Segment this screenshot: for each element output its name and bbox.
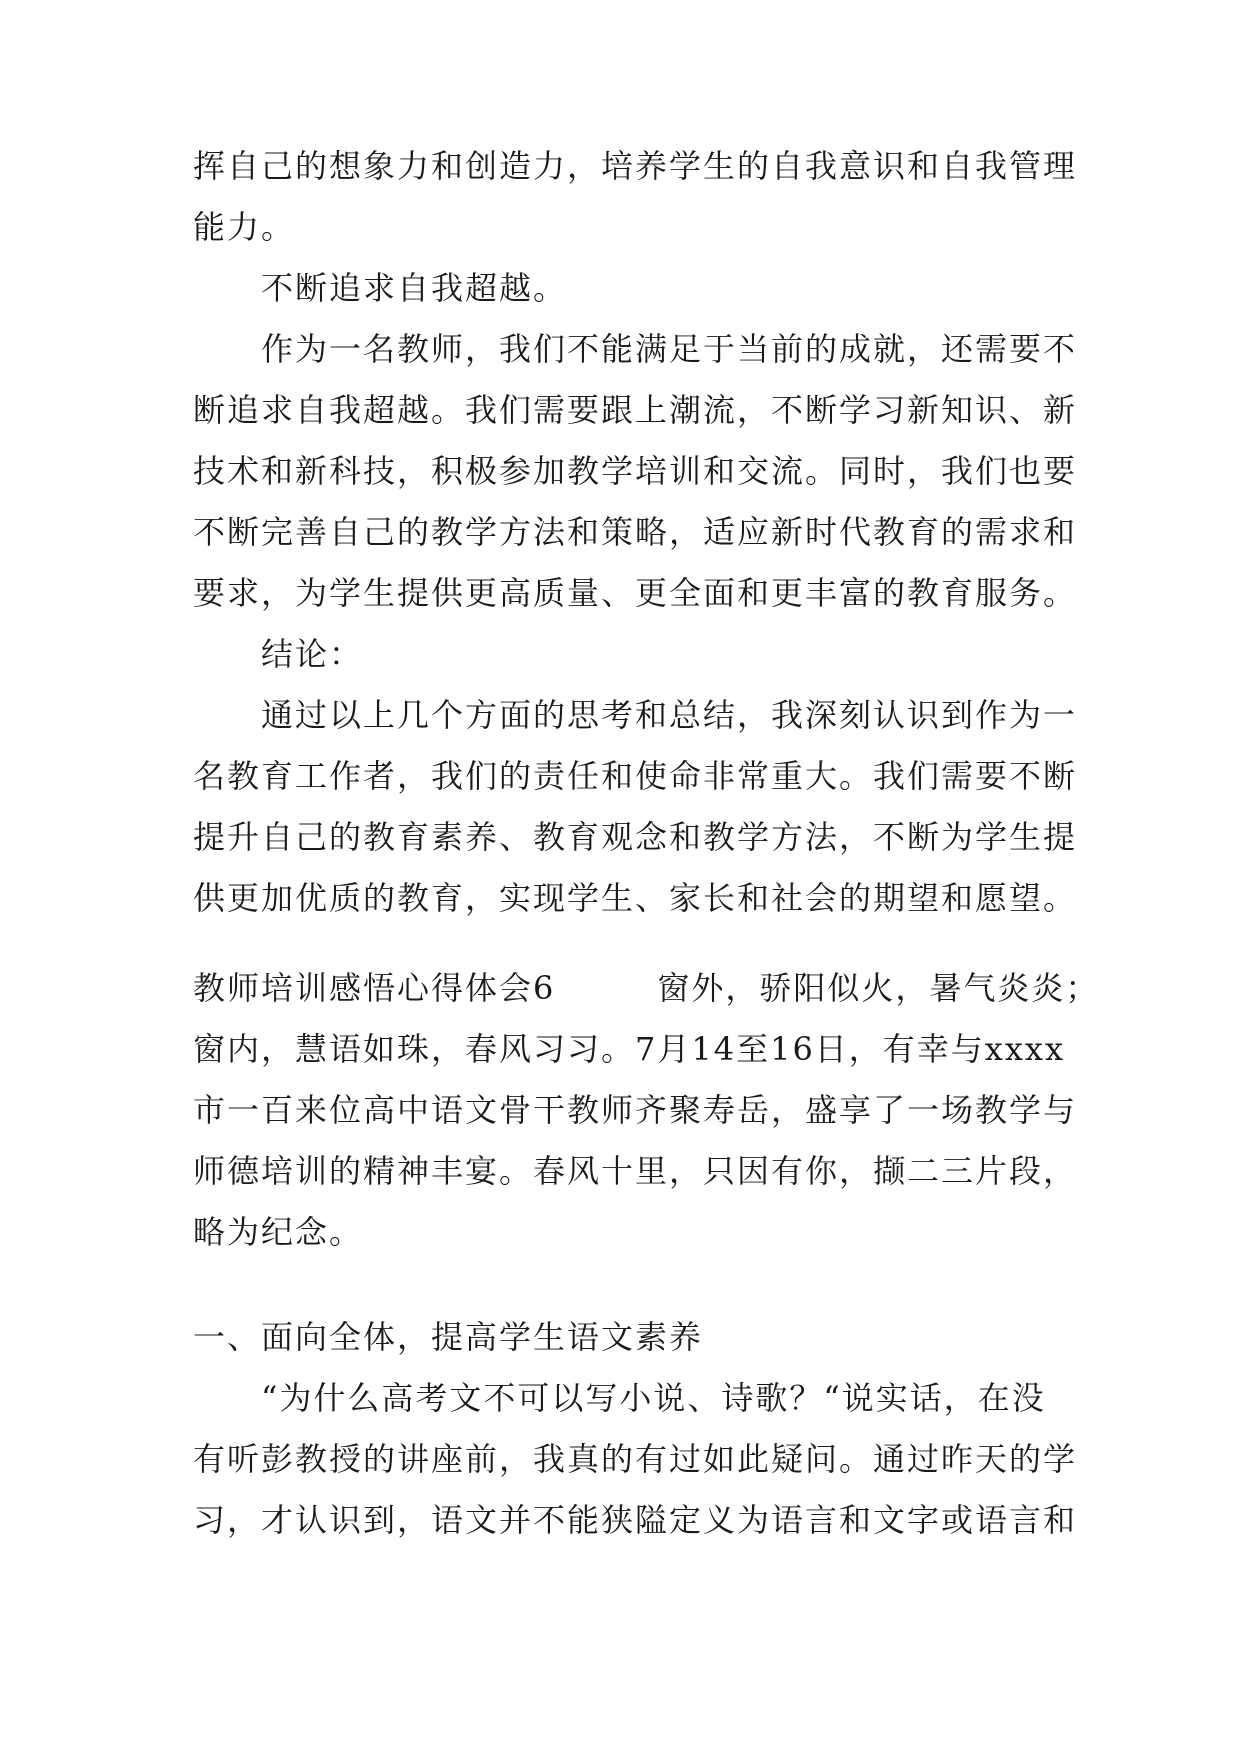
text-line: 技术和新科技，积极参加教学培训和交流。同时，我们也要 [193,452,1078,490]
text-line: 不断完善自己的教学方法和策略，适应新时代教育的需求和 [193,513,1078,551]
text-line: 市一百来位高中语文骨干教师齐聚寿岳，盛享了一场教学与 [193,1091,1078,1129]
text-line: 习，才认识到，语文并不能狭隘定义为语言和文字或语言和 [193,1501,1078,1539]
text-line: 断追求自我超越。我们需要跟上潮流，不断学习新知识、新 [193,391,1078,429]
text-line: 通过以上几个方面的思考和总结，我深刻认识到作为一 [193,696,1078,734]
text-line: 教师培训感悟心得体会6 窗外，骄阳似火，暑气炎炎； [193,969,1100,1007]
text-line: 结论： [193,635,364,673]
text-line: 供更加优质的教育，实现学生、家长和社会的期望和愿望。 [193,879,1078,917]
text-line: “为什么高考文不可以写小说、诗歌？“说实话，在没 [193,1379,1046,1417]
text-line: 挥自己的想象力和创造力，培养学生的自我意识和自我管理 [193,147,1078,185]
text-line: 能力。 [193,208,296,246]
section-heading: 一、面向全体，提高学生语文素养 [193,1318,704,1356]
text-line: 师德培训的精神丰宴。春风十里，只因有你，撷二三片段， [193,1152,1078,1190]
text-line: 作为一名教师，我们不能满足于当前的成就，还需要不 [193,330,1078,368]
text-line: 窗内，慧语如珠，春风习习。7月14至16日，有幸与xxxx [193,1030,1065,1068]
text-line: 名教育工作者，我们的责任和使命非常重大。我们需要不断 [193,757,1078,795]
text-line: 有听彭教授的讲座前，我真的有过如此疑问。通过昨天的学 [193,1440,1078,1478]
text-line: 略为纪念。 [193,1213,364,1251]
text-line: 要求，为学生提供更高质量、更全面和更丰富的教育服务。 [193,574,1078,612]
text-line: 不断追求自我超越。 [193,269,568,307]
text-line: 提升自己的教育素养、教育观念和教学方法，不断为学生提 [193,818,1078,856]
